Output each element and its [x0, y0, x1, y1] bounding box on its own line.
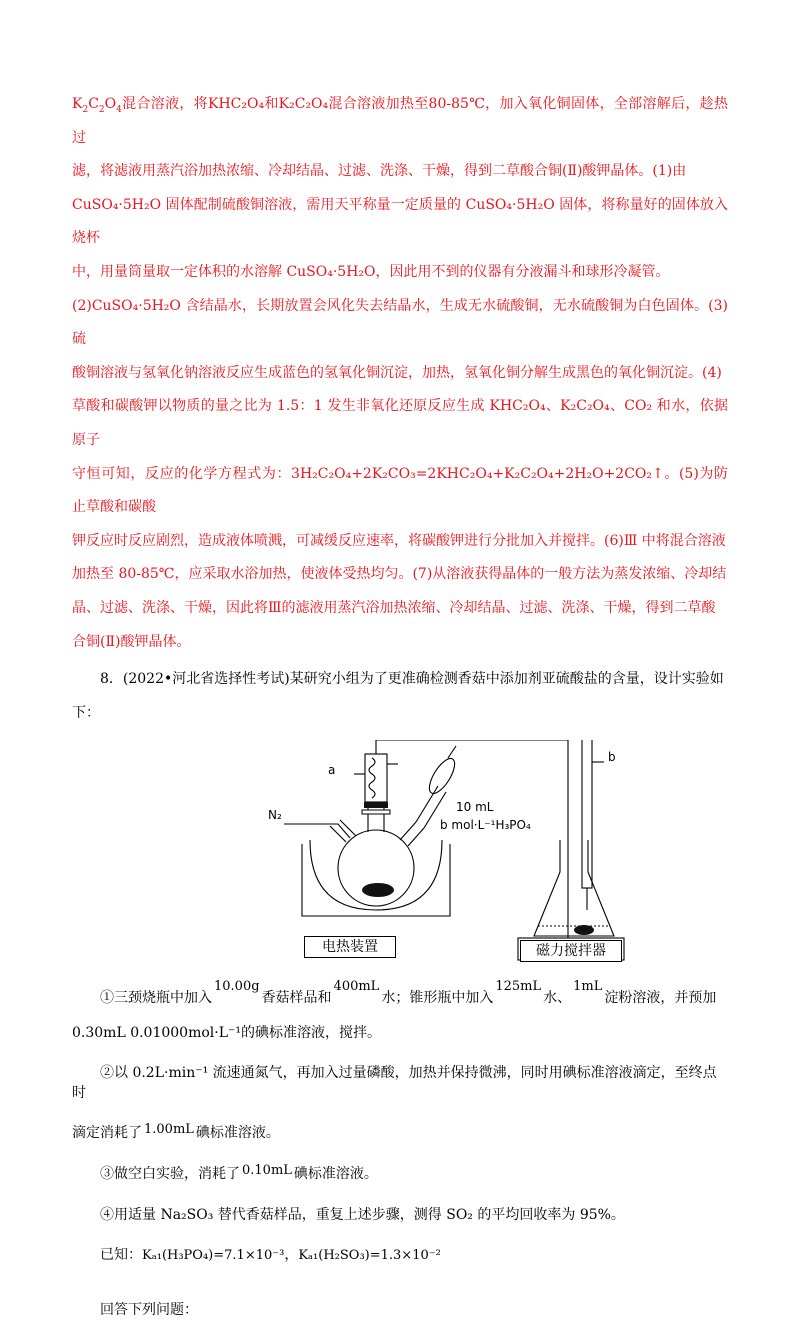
answer-line-6: 酸铜溶液与氢氧化钠溶液反应生成蓝色的氢氧化铜沉淀，加热，氢氧化铜分解生成黑色的氧化铜沉淀。(4) — [72, 364, 722, 381]
label-10ml: 10 mL — [456, 800, 494, 815]
answer-line-2: 滤，将滤液用蒸汽浴加热浓缩、冷却结晶、过滤、洗涤、干燥，得到二草酸合铜(Ⅱ)酸钾晶体。(1)由 — [72, 163, 687, 180]
answer-line-1: $K_2C_2O_4$混合溶液，将KHC₂O₄和K₂C₂O₄混合溶液加热至80-85℃，加入氧化铜固体，全部溶解后，趁热过 — [72, 96, 728, 146]
answer-line-8: 守恒可知，反应的化学方程式为：3H₂C₂O₄+2K₂CO₃=2KHC₂O₄+K₂C₂O₄+2H₂O+2CO₂↑。(5)为防止草酸和碳酸 — [72, 465, 728, 516]
electric-heater-label: 电热装置 — [304, 936, 396, 958]
answer-line-10: 加热至 80-85℃，应采取水浴加热，使液体受热均匀。(7)从溶液获得晶体的一般方法为蒸发浓缩、冷却结 — [72, 566, 727, 583]
ka1-h3po4: Kₐ₁(H₃PO₄)=7.1×10⁻³ — [142, 1248, 285, 1264]
label-h3po4: b mol·L⁻¹H₃PO₄ — [440, 818, 531, 833]
step-1-line-2: 0.30mL 0.01000mol·L⁻¹的碘标准溶液，搅拌。 — [72, 1025, 382, 1042]
ka1-h2so3: Kₐ₁(H₂SO₃)=1.3×10⁻² — [298, 1248, 441, 1264]
label-b: b — [608, 750, 616, 765]
document-page — [72, 88, 728, 1320]
answer-line-12: 合铜(Ⅱ)酸钾晶体。 — [72, 633, 191, 650]
answer-line-7: 草酸和碳酸钾以物质的量之比为 1.5：1 发生非氧化还原反应生成 KHC₂O₄、K₂C₂O₄、CO₂ 和水，依据原子 — [72, 398, 728, 448]
answer-k2c2o4: $K_2C_2O_4$ — [72, 96, 122, 115]
answer-line-4: 中，用量筒量取一定体积的水溶解 CuSO₄·5H₂O，因此用不到的仪器有分液漏斗和球形冷凝管。 — [72, 263, 670, 280]
answer-line-11: 晶、过滤、洗涤、干燥，因此将Ⅲ的滤液用蒸汽浴加热浓缩、冷却结晶、过滤、洗涤、干燥，得到二草酸 — [72, 599, 716, 616]
known-constants: 已知：Kₐ₁(H₃PO₄)=7.1×10⁻³，Kₐ₁(H₂SO₃)=1.3×10⁻² — [100, 1247, 441, 1264]
step-2-line-2: 滴定消耗了 1.00mL 碘标准溶液。 — [72, 1122, 280, 1142]
step-1-line-1: ①三颈烧瓶中加入10.00g香菇样品和400mL水；锥形瓶中加入125mL水、1mL淀粉溶液，并预加 — [100, 979, 717, 1007]
question-8-line-2: 下： — [72, 704, 100, 721]
magnetic-stirrer-label: 磁力搅拌器 — [520, 940, 622, 962]
answer-line-5: (2)CuSO₄·5H₂O 含结晶水，长期放置会风化失去结晶水，生成无水硫酸铜，无水硫酸铜为白色固体。(3)硫 — [72, 297, 728, 348]
apparatus-figure — [266, 740, 746, 970]
answer-line-3: CuSO₄·5H₂O 固体配制硫酸铜溶液，需用天平称量一定质量的 CuSO₄·5H₂O 固体，将称量好的固体放入烧杯 — [72, 196, 728, 247]
answer-prompt: 回答下列问题： — [100, 1302, 198, 1319]
label-a: a — [328, 763, 336, 778]
step-4: ④用适量 Na₂SO₃ 替代香菇样品，重复上述步骤，测得 SO₂ 的平均回收率为 95%。 — [100, 1207, 625, 1224]
step-3: ③做空白实验，消耗了 0.10mL 碘标准溶液。 — [100, 1163, 378, 1183]
label-n2: N₂ — [268, 808, 282, 823]
question-8-line-1: 8．(2022•河北省选择性考试)某研究小组为了更准确检测香菇中添加剂亚硫酸盐的含量，设计实验如 — [100, 671, 724, 688]
answer-line-9: 钾反应时反应剧烈，造成液体喷溅，可减缓反应速率，将碳酸钾进行分批加入并搅拌。(6)Ⅲ 中将混合溶液 — [72, 532, 726, 549]
step-2-line-1: ②以 0.2L·min⁻¹ 流速通氮气，再加入过量磷酸，加热并保持微沸，同时用碘标准溶液滴定，至终点时 — [72, 1065, 717, 1102]
